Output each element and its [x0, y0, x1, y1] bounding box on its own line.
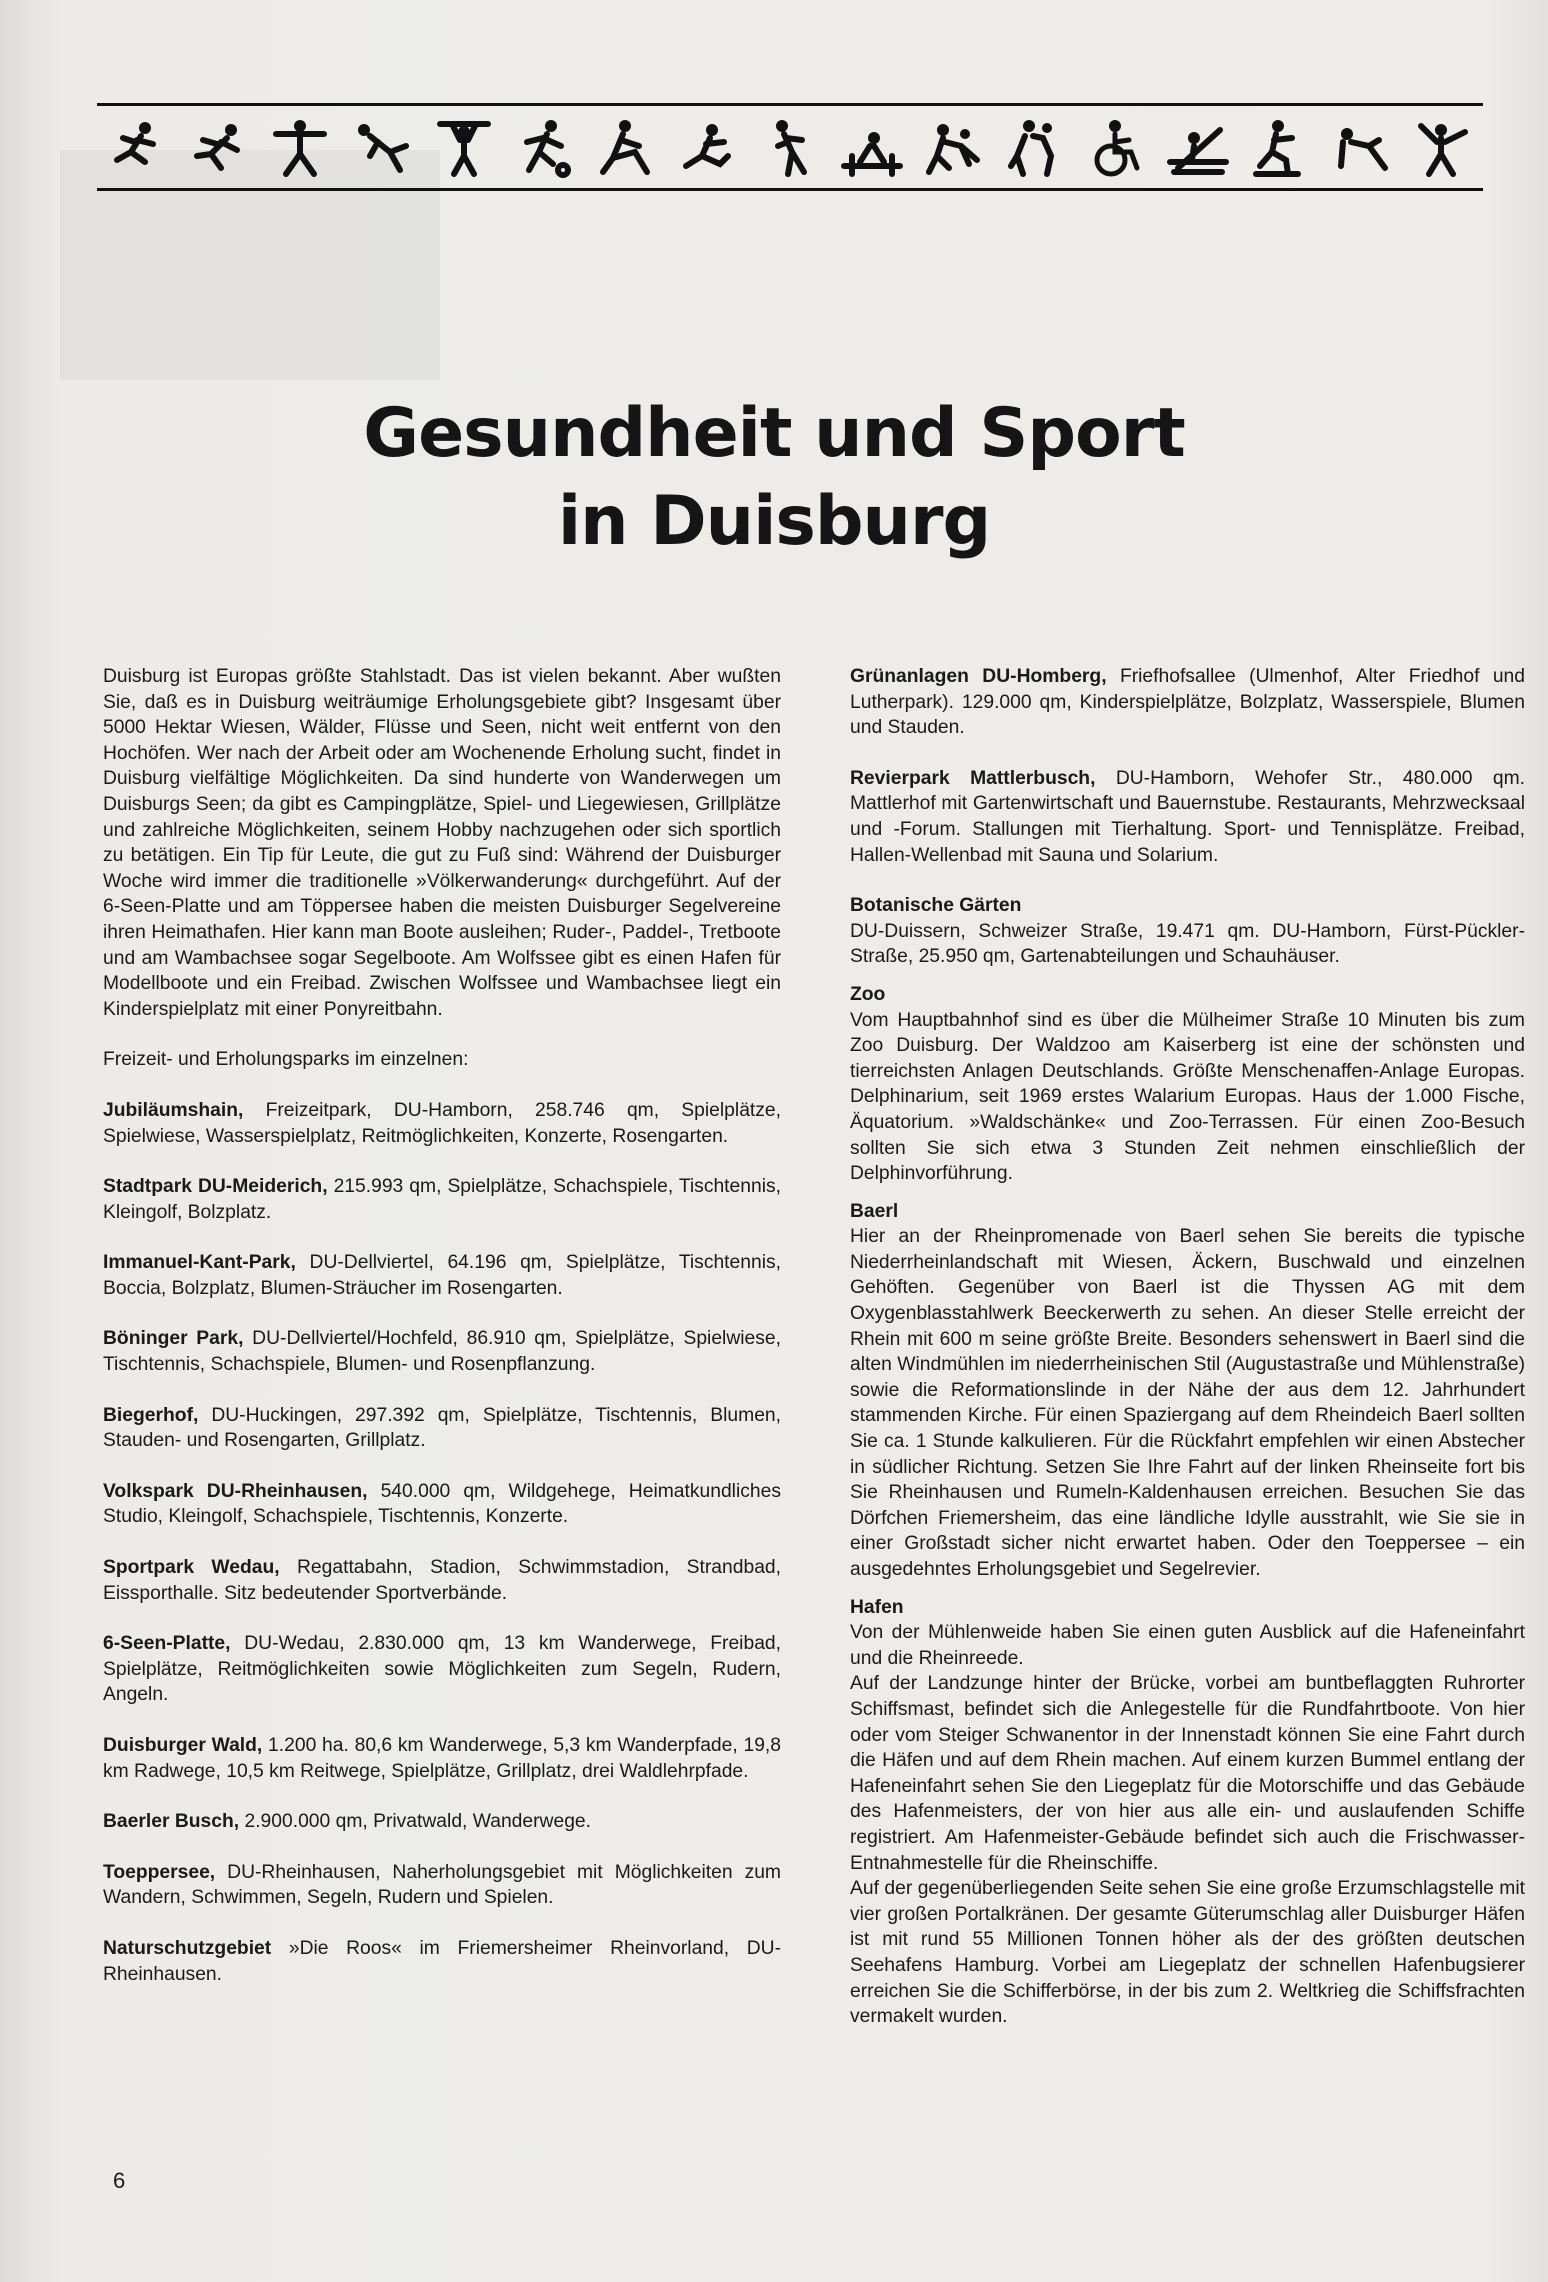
gruenanlagen-details: Friefhofsallee (Ulmenhof, Alter Friedhof und Lutherpark). 129.000 qm, Kinderspielplätze, Bolzplatz, Wasserspiele, Blumen und Stauden. — [850, 666, 1526, 739]
athletics-icon — [676, 116, 740, 180]
park-details: DU-Wedau, 2.830.000 qm, 13 km Wanderwege, Freibad, Spielplätze, Reitmöglichkeiten sowie Möglichkeiten zum Segeln, Rudern, Angeln. — [103, 1633, 781, 1706]
wheelchair-icon — [1085, 116, 1149, 180]
gymnastics-icon — [268, 116, 332, 180]
park-entry — [103, 1733, 781, 1784]
hafen-text-3: Auf der gegenüberliegenden Seite sehen Sie eine große Erzumschlagstelle mit vier großen Portalkränen. Der gesamte Güterumschlag aller Duisburger Häfen ist mit rund 55 Millionen Tonnen höher als der des größten deutschen Seehafens Hamburg. Vorbei am Liegeplatz der schnellen Hafenbugsierer erreichen Sie die Schifferbörse, in der bis zum 2. Weltkrieg die Schiffsfrachten vermakelt wurden. — [850, 1878, 1525, 2028]
gruenanlagen-entry — [850, 664, 1525, 741]
park-details: DU-Huckingen, 297.392 qm, Spielplätze, Tischtennis, Blumen, Stauden- und Rosengarten, Grillplatz. — [103, 1404, 781, 1452]
botanik-text: DU-Duissern, Schweizer Straße, 19.471 qm. DU-Hamborn, Fürst-Pückler-Straße, 25.950 qm, Gartenabteilungen und Schauhäuser. — [850, 920, 1525, 968]
park-name: Toeppersee, — [103, 1861, 216, 1883]
gruenanlagen-name: Grünanlagen DU-Homberg, — [850, 666, 1107, 687]
revierpark-entry — [850, 766, 1525, 868]
header-rule-top — [97, 103, 1483, 106]
park-name: Biegerhof, — [103, 1404, 199, 1426]
page-number: 6 — [113, 2168, 126, 2193]
title-line-1: Gesundheit und Sport — [363, 394, 1185, 473]
park-entry — [103, 1631, 781, 1708]
park-entry — [103, 1936, 781, 1987]
canoe-icon — [1166, 116, 1230, 180]
park-name: Volkspark DU-Rheinhausen, — [103, 1480, 368, 1502]
park-details: Regattabahn, Stadion, Schwimmstadion, Strandbad, Eissporthalle. Sitz bedeutender Sportverbände. — [103, 1557, 781, 1604]
hafen-heading: Hafen — [850, 1596, 904, 1618]
rowing-icon — [840, 116, 904, 180]
fencing-icon — [1411, 116, 1475, 180]
park-entry — [103, 1250, 781, 1301]
judo-icon — [1003, 116, 1067, 180]
park-name: Duisburger Wald, — [103, 1735, 263, 1756]
football-icon — [513, 116, 577, 180]
botanik-heading: Botanische Gärten — [850, 895, 1022, 917]
park-details: 1.200 ha. 80,6 km Wanderwege, 5,3 km Wanderpfade, 19,8 km Radwege, 10,5 km Reitwege, Spielplätze, Grillplatz, drei Waldlehrpfade. — [103, 1735, 781, 1782]
park-details: 2.900.000 qm, Privatwald, Wanderwege. — [239, 1811, 592, 1833]
right-column — [850, 664, 1525, 2030]
park-name: 6-Seen-Platte, — [103, 1633, 231, 1655]
park-details: DU-Rheinhausen, Naherholungsgebiet mit Möglichkeiten zum Wandern, Schwimmen, Segeln, Rudern und Spielen. — [103, 1861, 781, 1909]
swimming-icon — [1329, 116, 1393, 180]
page-title — [0, 390, 1548, 566]
left-column — [103, 664, 781, 1987]
show-through-shadow — [60, 150, 440, 380]
sprint-icon — [187, 116, 251, 180]
park-name: Baerler Busch, — [103, 1811, 240, 1833]
park-entry — [103, 1403, 781, 1454]
hafen-text-1: Von der Mühlenweide haben Sie einen guten Ausblick auf die Hafeneinfahrt und die Rheinreede. — [850, 1622, 1525, 1669]
hafen-text-2: Auf der Landzunge hinter der Brücke, vorbei am buntbeflaggten Ruhrorter Schiffsmast, befindet sich die Anlegestelle für die Rundfahrtboote. Von hier oder vom Steiger Schwanentor in der Innenstadt können Sie eine Fahrt durch die Häfen und auf dem Rhein machen. Auf einem kurzen Bummel entlang der Hafeneinfahrt sehen Sie den Liegeplatz für die Motorschiffe und das Gebäude des Hafenmeisters, der von hier aus alle ein- und auslaufenden Schiffe registriert. Am Hafenmeister-Gebäude befindet sich auch die Frischwasser-Entnahmestelle für die Rheinschiffe. — [850, 1673, 1525, 1874]
park-name: Jubiläumshain, — [103, 1099, 244, 1121]
boxing-icon — [758, 116, 822, 180]
park-name: Sportpark Wedau, — [103, 1557, 280, 1579]
title-line-2: in Duisburg — [557, 482, 991, 561]
header-rule-bottom — [97, 188, 1483, 191]
park-entry — [103, 1479, 781, 1530]
park-entry — [103, 1326, 781, 1377]
park-details: 540.000 qm, Wildgehege, Heimatkundliches Studio, Kleingolf, Schachspiele, Tischtennis, Konzerte. — [103, 1480, 781, 1528]
park-details: DU-Dellviertel, 64.196 qm, Spielplätze, Tischtennis, Boccia, Bolzplatz, Blumen-Sträucher im Rosengarten. — [103, 1252, 781, 1299]
park-entry — [103, 1860, 781, 1911]
diving-icon — [350, 116, 414, 180]
park-entry — [103, 1555, 781, 1606]
zoo-heading: Zoo — [850, 983, 886, 1005]
park-name: Naturschutzgebiet — [103, 1937, 272, 1959]
park-details: 215.993 qm, Spielplätze, Schachspiele, Tischtennis, Kleingolf, Bolzplatz. — [103, 1176, 781, 1223]
cycling-icon — [595, 116, 659, 180]
park-entry — [103, 1098, 781, 1149]
park-name: Böninger Park, — [103, 1328, 244, 1350]
park-details: DU-Dellviertel/Hochfeld, 86.910 qm, Spielplätze, Spielwiese, Tischtennis, Schachspiele, Blumen- und Rosenpflanzung. — [103, 1328, 781, 1376]
parks-heading: Freizeit- und Erholungsparks im einzelnen: — [103, 1049, 469, 1071]
running-icon — [105, 116, 169, 180]
park-details: »Die Roos« im Friemersheimer Rheinvorland, DU-Rheinhausen. — [103, 1937, 781, 1985]
baerl-text: Hier an der Rheinpromenade von Baerl sehen Sie bereits die typische Niederrheinlandschaft mit Wiesen, Äckern, Buschwald und einzelnen Gehöften. Gegenüber von Baerl ist die Thyssen AG mit dem Oxygenblasstahlwerk Beeckerwerth zu sehen. An dieser Stelle erreicht der Rhein mit 600 m seine größte Breite. Besonders sehenswert in Baerl sind die alten Windmühlen im niederrheinischen Stil (Augustastraße und Mühlenstraße) sowie die Reformationslinde in der Nähe der aus dem 12. Jahrhundert stammenden Kirche. Für einen Spaziergang auf dem Rheindeich Baerl sollten Sie ca. 1 Stunde kalkulieren. Für die Rückfahrt empfehlen wir einen Abstecher in südlicher Richtung. Setzen Sie Ihre Fahrt auf der linken Rheinseite fort bis Sie Rheinhausen und Rumeln-Kaldenhausen erreichen. Besuchen Sie das Dörfchen Friemersheim, das eine ländliche Idylle ausstrahlt, wie Sie sie in einer Großstadt sicher nicht erwartet haben. Oder den Toeppersee – ein ausgedehntes Erholungsgebiet und Segelrevier. — [850, 1226, 1525, 1580]
park-entry — [103, 1174, 781, 1225]
revierpark-name: Revierpark Mattlerbusch, — [850, 767, 1096, 789]
baerl-heading: Baerl — [850, 1200, 899, 1222]
park-name: Stadtpark DU-Meiderich, — [103, 1176, 328, 1198]
weightlifting-icon — [432, 116, 496, 180]
park-name: Immanuel-Kant-Park, — [103, 1252, 296, 1274]
revierpark-details: DU-Hamborn, Wehofer Str., 480.000 qm. Mattlerhof mit Gartenwirtschaft und Bauernstube. Restaurants, Mehrzwecksaal und -Forum. Stallungen mit Tierhaltung. Sport- und Tennisplätze. Freibad, Hallen-Wellenbad mit Sauna und Solarium. — [850, 767, 1526, 866]
park-details: Freizeitpark, DU-Hamborn, 258.746 qm, Spielplätze, Spielwiese, Wasserspielplatz, Reitmöglichkeiten, Konzerte, Rosengarten. — [103, 1099, 781, 1147]
intro-paragraph: Duisburg ist Europas größte Stahlstadt. Das ist vielen bekannt. Aber wußten Sie, daß es in Duisburg weiträumige Erholungsgebiete gibt? Insgesamt über 5000 Hektar Wiesen, Wälder, Flüsse und Seen, nicht weit entfernt von den Hochöfen. Wer nach der Arbeit oder am Wochenende Erholung sucht, findet in Duisburg vielfältige Möglichkeiten. Da sind hunderte von Wanderwegen um Duisburgs Seen; da gibt es Campingplätze, Spiel- und Liegewiesen, Grillplätze und zahlreiche Möglichkeiten, seinem Hobby nachzugehen oder sich sportlich zu betätigen. Ein Tip für Leute, die gut zu Fuß sind: Während der Duisburger Woche wird immer die traditionelle »Völkerwanderung« durchgeführt. Auf der 6-Seen-Platte und am Töppersee haben die meisten Duisburger Segelvereine ihren Heimathafen. Hier kann man Boote ausleihen; Ruder-, Paddel-, Tretboote und am Wambachsee sogar Segelboote. Am Wolfssee gibt es einen Hafen für Modellboote und ein Freibad. Zwischen Wolfssee und Wambachsee liegt ein Kinderspielplatz mit einer Ponyreitbahn. — [103, 666, 781, 1020]
zoo-text: Vom Hauptbahnhof sind es über die Mülheimer Straße 10 Minuten bis zum Zoo Duisburg. Der Waldzoo am Kaiserberg ist eine der schönsten und tierreichsten Anlagen Deutschlands. Größte Menschenaffen-Anlage Europas. Delphinarium, seit 1969 erstes Walarium Europas. Haus der 1.000 Fische, Äquatorium. »Waldschänke« und Zoo-Terrassen. Für einen Zoo-Besuch sollten Sie sich etwa 3 Stunden Zeit nehmen einschließlich der Delphinvorführung. — [850, 1009, 1525, 1185]
sport-pictogram-strip — [97, 112, 1483, 184]
park-entry — [103, 1809, 781, 1835]
hockey-icon — [1248, 116, 1312, 180]
wrestling-icon — [921, 116, 985, 180]
